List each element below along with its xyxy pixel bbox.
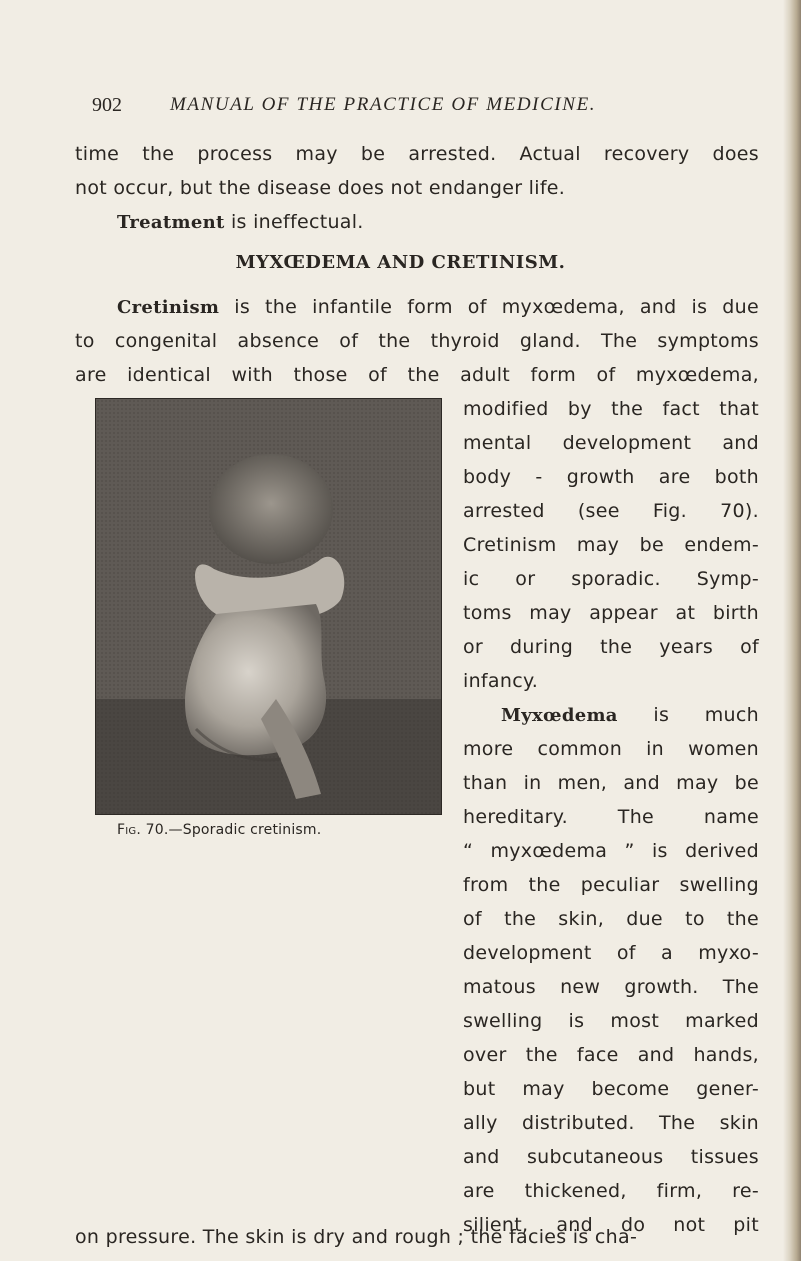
- figure-caption: [117, 822, 321, 838]
- text-line: infancy.: [463, 670, 539, 692]
- text-line: ic or sporadic. Symp-: [463, 568, 759, 590]
- text-line: over the face and hands,: [463, 1044, 759, 1066]
- page-number: 902: [92, 94, 122, 116]
- myxoedema-first-text: is much: [617, 704, 759, 726]
- text-line: ally distributed. The skin: [463, 1112, 759, 1134]
- treatment-line: [117, 205, 364, 240]
- final-line: on pressure. The skin is dry and rough ; the facies is cha-: [75, 1226, 638, 1248]
- text-line: but may become gener-: [463, 1078, 759, 1100]
- text-line: mental development and: [463, 432, 759, 454]
- treatment-text: is ineffectual.: [224, 211, 364, 233]
- text-line: development of a myxo-: [463, 942, 759, 964]
- text-line: more common in women: [463, 738, 759, 760]
- section-heading: MYXŒDEMA AND CRETINISM.: [235, 252, 566, 273]
- figure-photograph: [95, 398, 442, 815]
- figure-caption-text: —Sporadic cretinism.: [168, 822, 322, 838]
- text-line: hereditary. The name: [463, 806, 759, 828]
- text-line: silient, and do not pit: [463, 1214, 759, 1236]
- cretinism-first-text: is the infantile form of myxœdema, and is due: [219, 296, 759, 318]
- text-line: are thickened, firm, re-: [463, 1180, 759, 1202]
- text-line: are identical with those of the adult form of myxœdema,: [75, 364, 759, 386]
- text-line: toms may appear at birth: [463, 602, 759, 624]
- cretinism-photo-illustration: [96, 399, 441, 814]
- text-line: body - growth are both: [463, 466, 759, 488]
- text-line: modified by the fact that: [463, 398, 759, 420]
- treatment-term: Treatment: [117, 212, 225, 233]
- text-line: swelling is most marked: [463, 1010, 759, 1032]
- figure-label: Fig. 70.: [117, 822, 169, 838]
- text-line: from the peculiar swelling: [463, 874, 759, 896]
- text-line: arrested (see Fig. 70).: [463, 500, 759, 522]
- text-line: not occur, but the disease does not endanger life.: [75, 177, 566, 199]
- text-line: time the process may be arrested. Actual recovery does: [75, 143, 759, 165]
- running-title: MANUAL OF THE PRACTICE OF MEDICINE.: [170, 94, 597, 115]
- text-line: matous new growth. The: [463, 976, 759, 998]
- text-line: “ myxœdema ” is derived: [463, 840, 759, 862]
- cretinism-first-line: [75, 290, 759, 325]
- text-line: of the skin, due to the: [463, 908, 759, 930]
- text-line: or during the years of: [463, 636, 759, 658]
- myxoedema-first-line: [463, 698, 759, 733]
- page-edge: [783, 0, 801, 1261]
- text-line: and subcutaneous tissues: [463, 1146, 759, 1168]
- page-header: [92, 92, 772, 118]
- myxoedema-term: Myxœdema: [501, 705, 618, 726]
- text-line: Cretinism may be endem-: [463, 534, 759, 556]
- text-line: to congenital absence of the thyroid gland. The symptoms: [75, 330, 759, 352]
- cretinism-term: Cretinism: [117, 297, 220, 318]
- text-line: than in men, and may be: [463, 772, 759, 794]
